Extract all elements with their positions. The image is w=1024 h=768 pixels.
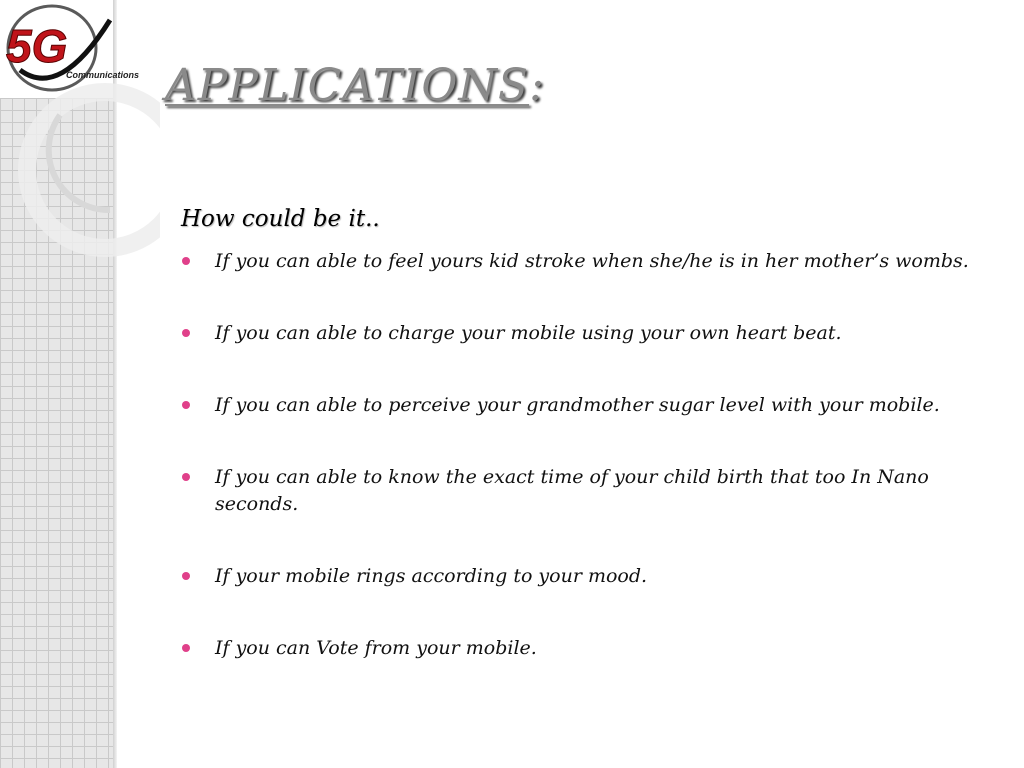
bullet-icon bbox=[182, 473, 190, 481]
page-title bbox=[165, 60, 545, 111]
bullet-text: If you can Vote from your mobile. bbox=[215, 637, 537, 659]
list-item bbox=[182, 635, 992, 662]
list-item bbox=[182, 248, 992, 275]
bullet-icon bbox=[182, 257, 190, 265]
bullet-text: If you can able to perceive your grandmother sugar level with your mobile. bbox=[215, 394, 940, 416]
logo-swoosh-icon bbox=[0, 0, 150, 100]
list-item bbox=[182, 320, 992, 347]
list-item bbox=[182, 563, 992, 590]
logo-mark: 5G bbox=[6, 20, 68, 72]
bullet-text: If your mobile rings according to your mood. bbox=[215, 565, 648, 587]
bullet-list bbox=[182, 248, 992, 707]
title-colon: : bbox=[529, 60, 545, 111]
subheading: How could be it.. bbox=[181, 206, 380, 232]
list-item bbox=[182, 464, 992, 518]
bullet-icon bbox=[182, 572, 190, 580]
bullet-icon bbox=[182, 401, 190, 409]
bullet-icon bbox=[182, 644, 190, 652]
title-text: APPLICATIONS bbox=[165, 60, 530, 111]
logo bbox=[0, 0, 150, 100]
logo-text: Communications bbox=[66, 70, 140, 80]
bullet-text: If you can able to know the exact time of your child birth that too In Nano seconds. bbox=[215, 466, 929, 515]
bullet-text: If you can able to charge your mobile using your own heart beat. bbox=[215, 322, 842, 344]
list-item bbox=[182, 392, 992, 419]
bullet-text: If you can able to feel yours kid stroke when she/he is in her mother’s wombs. bbox=[215, 250, 969, 272]
bullet-icon bbox=[182, 329, 190, 337]
